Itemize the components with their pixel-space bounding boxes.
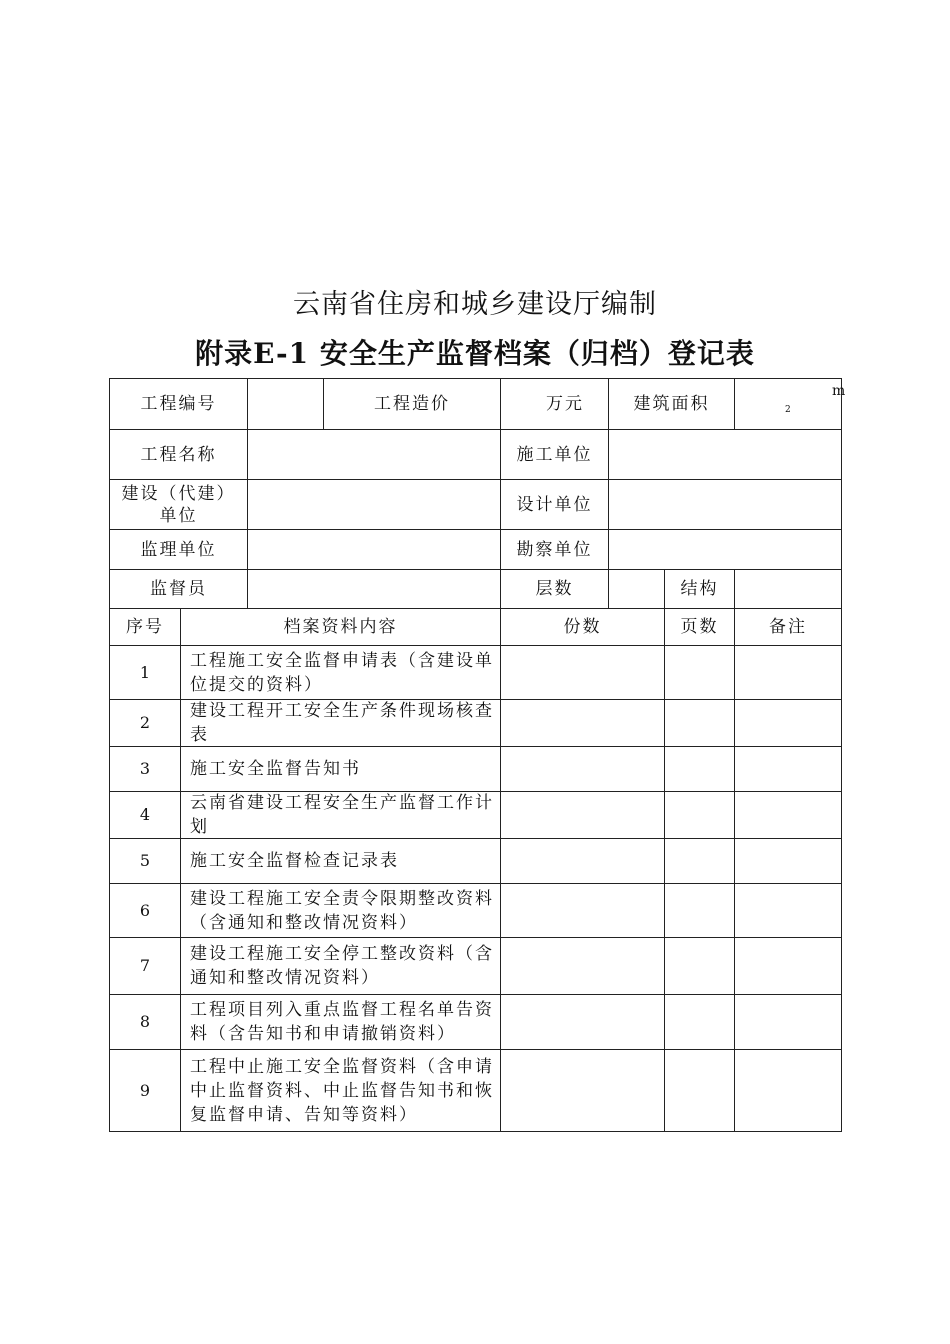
row-content: 建设工程施工安全停工整改资料（含通知和整改情况资料） — [180, 937, 501, 995]
row-copies-field[interactable] — [500, 645, 665, 700]
row-remarks-field[interactable] — [734, 937, 842, 995]
project-number-field[interactable] — [247, 378, 324, 430]
row-copies-field[interactable] — [500, 883, 665, 938]
row-copies-field[interactable] — [500, 746, 665, 792]
row-remarks-field[interactable] — [734, 838, 842, 884]
remarks-header: 备注 — [734, 608, 842, 646]
row-seq: 9 — [109, 1049, 181, 1132]
area-unit-exponent: 2 — [785, 405, 791, 415]
project-number-label: 工程编号 — [109, 378, 248, 430]
supervisor-label: 监督员 — [109, 569, 248, 609]
project-cost-label: 工程造价 — [323, 378, 501, 430]
row-content: 工程中止施工安全监督资料（含申请中止监督资料、中止监督告知书和恢复监督申请、告知等资料） — [180, 1049, 501, 1132]
row-seq: 6 — [109, 883, 181, 938]
floors-field[interactable] — [608, 569, 665, 609]
row-content: 施工安全监督检查记录表 — [180, 838, 501, 884]
row-pages-field[interactable] — [664, 645, 735, 700]
construction-unit-label: 施工单位 — [500, 429, 609, 480]
project-name-field[interactable] — [247, 429, 501, 480]
row-seq: 8 — [109, 994, 181, 1050]
row-remarks-field[interactable] — [734, 1049, 842, 1132]
cost-unit: 万元 — [546, 394, 584, 414]
project-name-label: 工程名称 — [109, 429, 248, 480]
row-pages-field[interactable] — [664, 994, 735, 1050]
row-content: 工程施工安全监督申请表（含建设单位提交的资料） — [180, 645, 501, 700]
row-seq: 2 — [109, 699, 181, 747]
row-pages-field[interactable] — [664, 883, 735, 938]
row-pages-field[interactable] — [664, 746, 735, 792]
floor-area-field[interactable] — [734, 378, 842, 430]
row-remarks-field[interactable] — [734, 883, 842, 938]
row-copies-field[interactable] — [500, 699, 665, 747]
row-remarks-field[interactable] — [734, 791, 842, 839]
row-pages-field[interactable] — [664, 1049, 735, 1132]
row-content: 施工安全监督告知书 — [180, 746, 501, 792]
organization-title: 云南省住房和城乡建设厅编制 — [293, 289, 657, 320]
survey-unit-label: 勘察单位 — [500, 529, 609, 570]
row-seq: 3 — [109, 746, 181, 792]
row-copies-field[interactable] — [500, 994, 665, 1050]
row-copies-field[interactable] — [500, 838, 665, 884]
seq-header: 序号 — [109, 608, 181, 646]
survey-unit-field[interactable] — [608, 529, 842, 570]
floors-label: 层数 — [500, 569, 609, 609]
structure-label: 结构 — [664, 569, 735, 609]
row-remarks-field[interactable] — [734, 746, 842, 792]
supervisor-field[interactable] — [247, 569, 501, 609]
row-remarks-field[interactable] — [734, 699, 842, 747]
row-copies-field[interactable] — [500, 791, 665, 839]
row-content: 建设工程开工安全生产条件现场核查表 — [180, 699, 501, 747]
supervision-unit-field[interactable] — [247, 529, 501, 570]
row-copies-field[interactable] — [500, 937, 665, 995]
area-unit: m — [832, 383, 846, 399]
pages-header: 页数 — [664, 608, 735, 646]
row-seq: 5 — [109, 838, 181, 884]
builder-field[interactable] — [247, 479, 501, 530]
row-remarks-field[interactable] — [734, 994, 842, 1050]
row-seq: 1 — [109, 645, 181, 700]
row-pages-field[interactable] — [664, 791, 735, 839]
floor-area-label: 建筑面积 — [608, 378, 735, 430]
row-pages-field[interactable] — [664, 838, 735, 884]
form-title: 附录E-1 安全生产监督档案（归档）登记表 — [195, 337, 755, 370]
design-unit-label: 设计单位 — [500, 479, 609, 530]
project-cost-field[interactable] — [500, 378, 609, 430]
row-seq: 4 — [109, 791, 181, 839]
design-unit-field[interactable] — [608, 479, 842, 530]
row-content: 工程项目列入重点监督工程名单告资料（含告知书和申请撤销资料） — [180, 994, 501, 1050]
row-content: 云南省建设工程安全生产监督工作计划 — [180, 791, 501, 839]
row-remarks-field[interactable] — [734, 645, 842, 700]
row-pages-field[interactable] — [664, 699, 735, 747]
structure-field[interactable] — [734, 569, 842, 609]
copies-header: 份数 — [500, 608, 665, 646]
construction-unit-field[interactable] — [608, 429, 842, 480]
supervision-unit-label: 监理单位 — [109, 529, 248, 570]
builder-label: 建设（代建）单位 — [109, 479, 248, 530]
content-header: 档案资料内容 — [180, 608, 501, 646]
row-content: 建设工程施工安全责令限期整改资料（含通知和整改情况资料） — [180, 883, 501, 938]
row-pages-field[interactable] — [664, 937, 735, 995]
row-seq: 7 — [109, 937, 181, 995]
row-copies-field[interactable] — [500, 1049, 665, 1132]
